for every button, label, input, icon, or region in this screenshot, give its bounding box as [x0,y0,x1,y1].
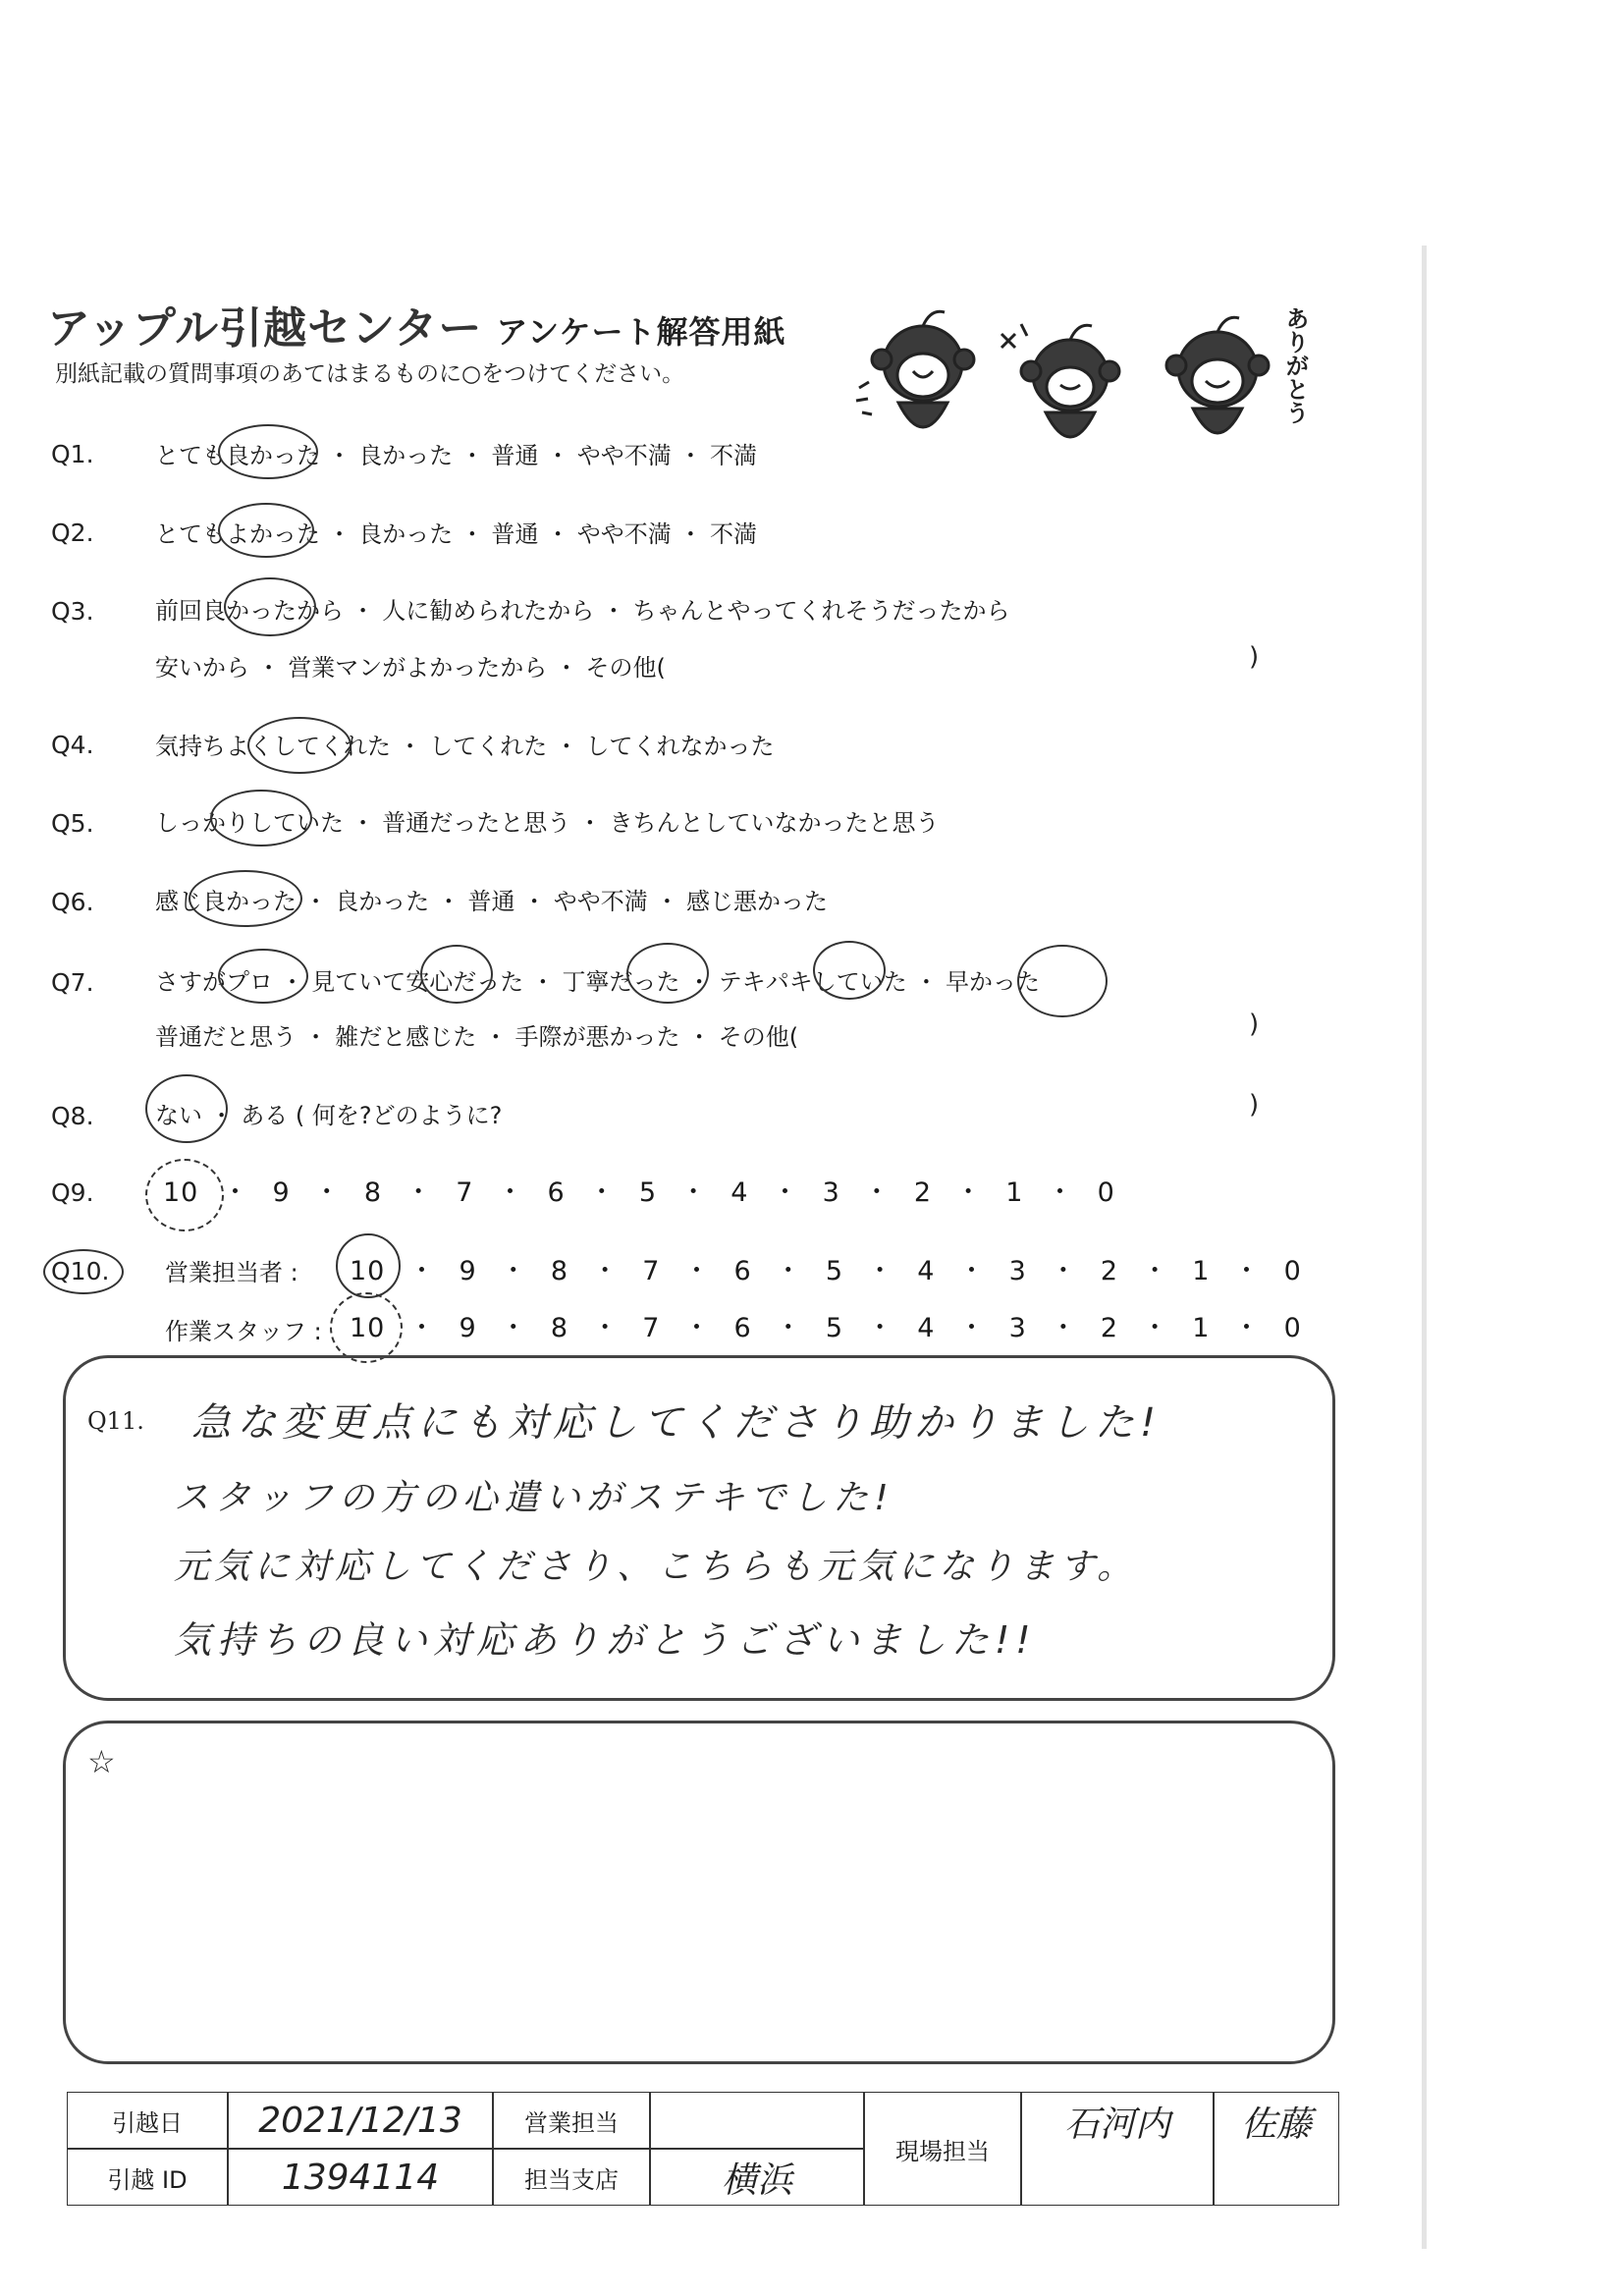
q10-staff-answer-circle [330,1292,403,1363]
q5-answer-circle [210,790,312,847]
q3-options-2[interactable]: 安いから ・ 営業マンがよかったから ・ その他( [155,654,666,682]
q4-answer-circle [247,717,352,774]
q8-answer-circle [145,1074,228,1143]
q6-label: Q6. [51,888,94,916]
brand-name: アップル引越センター [47,303,483,354]
q2-answer-circle [218,503,314,558]
site-staff-label: 現場担当 [864,2092,1021,2206]
q11-line-2: スタッフの方の心遣いがステキでした! [174,1478,894,1518]
q11-line-4: 気持ちの良い対応ありがとうございました!! [174,1618,1037,1662]
q10-staff-label: 作業スタッフ : [165,1318,322,1345]
site-staff-value-1: 石河内 [1021,2092,1214,2206]
q10-sales-label: 営業担当者 : [165,1259,298,1286]
q3-close-paren: ) [1249,642,1260,672]
q1-label: Q1. [51,440,94,468]
q7-label: Q7. [51,968,94,997]
q7-options-1[interactable]: さすがプロ ・ 見ていて安心だった ・ 丁寧だった ・ テキパキしていた ・ 早かった [155,968,1041,996]
scan-edge-shadow [1422,246,1427,2249]
instruction-text: 別紙記載の質問事項のあてはまるものに○をつけてください。 [55,361,685,387]
q10-sales-answer-circle [336,1233,401,1298]
site-staff-value-2: 佐藤 [1214,2092,1339,2206]
q7-answer-circle-2 [420,945,493,1004]
q8-options[interactable]: ない ・ ある ( 何を?どのように? [155,1102,503,1129]
sales-rep-value [650,2092,864,2149]
q8-label: Q8. [51,1102,94,1130]
move-id-label: 引越 ID [67,2149,228,2206]
q9-answer-circle [145,1159,224,1231]
q6-options[interactable]: 感じ良かった ・ 良かった ・ 普通 ・ やや不満 ・ 感じ悪かった [155,888,829,915]
q7-close-paren: ) [1249,1010,1260,1039]
branch-label: 担当支店 [493,2149,650,2206]
q10-staff-scale[interactable]: 10 ・ 9 ・ 8 ・ 7 ・ 6 ・ 5 ・ 4 ・ 3 ・ 2 ・ 1 ・ 0 [350,1313,1302,1343]
q7-options-2[interactable]: 普通だと思う ・ 雑だと感じた ・ 手際が悪かった ・ その他( [155,1023,799,1051]
q3-answer-circle [224,577,316,636]
q10-label: Q10. [51,1257,110,1285]
q10-label-circle [43,1249,124,1294]
q5-options[interactable]: しっかりしていた ・ 普通だったと思う ・ きちんとしていなかったと思う [155,809,940,837]
q1-answer-circle [218,424,318,479]
q10-sales-scale[interactable]: 10 ・ 9 ・ 8 ・ 7 ・ 6 ・ 5 ・ 4 ・ 3 ・ 2 ・ 1 ・ 0 [350,1256,1302,1286]
q11-line-3: 元気に対応してくださり、こちらも元気になります。 [174,1547,1138,1587]
branch-value: 横浜 [650,2149,864,2206]
mascot-caption: ありがとう [1281,306,1309,424]
footer-info-table [67,2092,1339,2206]
q2-label: Q2. [51,519,94,547]
q9-label: Q9. [51,1178,94,1207]
q9-scale[interactable]: 10 ・ 9 ・ 8 ・ 7 ・ 6 ・ 5 ・ 4 ・ 3 ・ 2 ・ 1 ・ 0 [163,1177,1115,1208]
q5-label: Q5. [51,809,94,838]
free-comment-box [63,1721,1335,2064]
q6-answer-circle [189,870,302,927]
q4-label: Q4. [51,731,94,759]
brand-title [47,293,786,355]
move-id-value: 1394114 [228,2149,493,2206]
q7-answer-circle-1 [218,949,308,1004]
move-date-value: 2021/12/13 [228,2092,493,2149]
q7-answer-circle-4 [813,941,886,1000]
q8-close-paren: ) [1249,1090,1260,1120]
form-title: アンケート解答用紙 [496,313,786,351]
mascot-1-icon [856,311,974,427]
mascot-3-icon [1166,317,1269,433]
q11-label: Q11. [87,1407,144,1435]
mascot-2-icon [1001,324,1119,437]
q1-options[interactable]: とても良かった ・ 良かった ・ 普通 ・ やや不満 ・ 不満 [155,442,758,469]
q3-options-1[interactable]: 前回良かったから ・ 人に勧められたから ・ ちゃんとやってくれそうだったから [155,597,1010,625]
q3-label: Q3. [51,597,94,626]
mascot-illustration [854,295,1306,471]
q11-answer-box [63,1355,1335,1701]
move-date-label: 引越日 [67,2092,228,2149]
star-icon: ☆ [87,1743,116,1780]
q4-options[interactable]: 気持ちよくしてくれた ・ してくれた ・ してくれなかった [155,733,775,760]
q2-options[interactable]: とてもよかった ・ 良かった ・ 普通 ・ やや不満 ・ 不満 [155,520,758,548]
sales-rep-label: 営業担当 [493,2092,650,2149]
q11-line-1: 急な変更点にも対応してくださり助かりました! [191,1400,1163,1446]
q7-answer-circle-3 [626,943,709,1004]
q7-answer-circle-5 [1017,945,1108,1017]
